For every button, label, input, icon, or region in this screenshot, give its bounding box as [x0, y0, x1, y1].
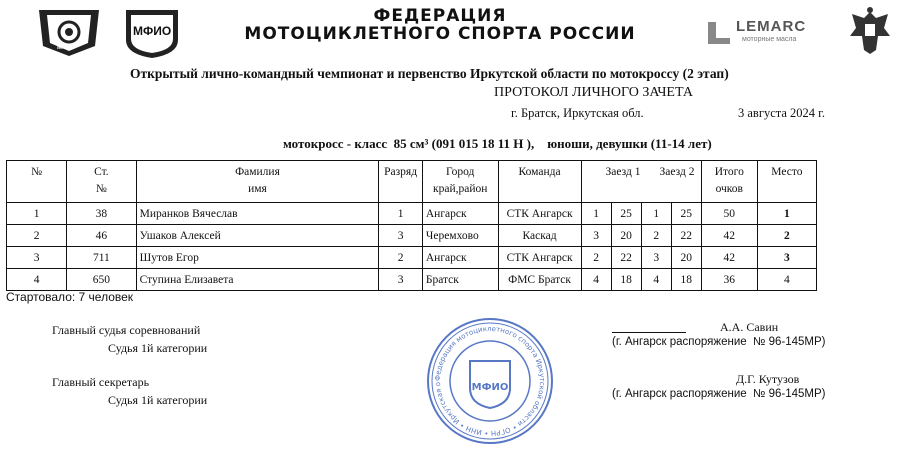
cell-race1-score: 20 [611, 225, 641, 247]
lemarc-logo [706, 18, 826, 48]
cell-total: 50 [701, 203, 757, 225]
cell-team: ФМС Братск [498, 269, 581, 291]
judge-name: А.А. Савин [720, 320, 779, 334]
cell-race2-pos: 4 [641, 269, 671, 291]
cell-num: 4 [7, 269, 67, 291]
header-start-no-line1: Ст. [94, 166, 109, 178]
header-name-line1: Фамилия [235, 166, 280, 178]
cell-rank: 1 [379, 203, 423, 225]
event-location: г. Братск, Иркутская обл. [511, 106, 644, 120]
judge-order: (г. Ангарск распоряжение № 96-145МР) [612, 336, 826, 348]
cell-rank: 2 [379, 247, 423, 269]
cell-race2-score: 18 [671, 269, 701, 291]
cell-num: 3 [7, 247, 67, 269]
header-city [422, 161, 498, 203]
event-date: 3 августа 2024 г. [738, 106, 826, 120]
cell-race2-score: 25 [671, 203, 701, 225]
cell-name: Шутов Егор [136, 247, 379, 269]
cell-total: 36 [701, 269, 757, 291]
secretary-category: Судья 1й категории [108, 393, 208, 407]
cell-city: Ангарск [422, 203, 498, 225]
cell-city: Братск [422, 269, 498, 291]
cell-place: 2 [757, 225, 816, 247]
header-city-line2: край,район [433, 183, 488, 195]
cell-start: 38 [67, 203, 136, 225]
header-num: № [7, 161, 67, 203]
cell-num: 1 [7, 203, 67, 225]
header-start-no [67, 161, 136, 203]
header-total-line2: очков [715, 183, 743, 195]
cell-race1-score: 22 [611, 247, 641, 269]
header-race1: Заезд 1 [605, 166, 641, 178]
cell-rank: 3 [379, 269, 423, 291]
cell-race2-score: 22 [671, 225, 701, 247]
cell-name: Миранков Вячеслав [136, 203, 379, 225]
cell-city: Ангарск [422, 247, 498, 269]
mfio-logo-text: МФИО [133, 24, 172, 38]
cell-total: 42 [701, 247, 757, 269]
mfio-logo [123, 4, 181, 60]
header-start-no-line2: № [95, 183, 107, 195]
cell-place: 1 [757, 203, 816, 225]
header-total-line1: Итого [714, 166, 744, 178]
header-name [136, 161, 379, 203]
event-title: Открытый лично-командный чемпионат и первенство Иркутской области по мотокроссу (2 этап) [130, 66, 729, 81]
table-row [7, 247, 817, 269]
header-place: Место [757, 161, 816, 203]
cell-city: Черемхово [422, 225, 498, 247]
results-table [6, 160, 817, 291]
cell-race2-pos: 3 [641, 247, 671, 269]
cell-race1-score: 25 [611, 203, 641, 225]
header-city-line1: Город [446, 166, 475, 178]
cell-race1-pos: 4 [581, 269, 611, 291]
cell-start: 711 [67, 247, 136, 269]
table-row [7, 269, 817, 291]
secretary-order: (г. Ангарск распоряжение № 96-145МР) [612, 388, 826, 400]
judge-category: Судья 1й категории [108, 341, 208, 355]
secretary-title: Главный секретарь [52, 375, 150, 389]
eagle-emblem-icon [848, 6, 892, 56]
cell-race2-score: 20 [671, 247, 701, 269]
header-race2: Заезд 2 [659, 166, 695, 178]
cell-race1-score: 18 [611, 269, 641, 291]
cell-race1-pos: 1 [581, 203, 611, 225]
judge-title: Главный судья соревнований [52, 323, 201, 337]
mfr-logo-text: МФР [57, 44, 74, 51]
cell-start: 46 [67, 225, 136, 247]
lemarc-logo-text: LEMARC [736, 18, 807, 35]
cell-race2-pos: 2 [641, 225, 671, 247]
federation-title-line1: ФЕДЕРАЦИЯ [373, 6, 507, 26]
header-races [581, 161, 701, 203]
cell-total: 42 [701, 225, 757, 247]
cell-place: 4 [757, 269, 816, 291]
cell-name: Ушаков Алексей [136, 225, 379, 247]
cell-place: 3 [757, 247, 816, 269]
cell-start: 650 [67, 269, 136, 291]
federation-stamp [425, 316, 555, 446]
mfr-logo [35, 6, 103, 58]
cell-team: СТК Ангарск [498, 247, 581, 269]
cell-race1-pos: 3 [581, 225, 611, 247]
cell-race2-pos: 1 [641, 203, 671, 225]
class-line: мотокросс - класс 85 см³ (091 015 18 11 Н ), юноши, девушки (11-14 лет) [283, 136, 712, 151]
cell-team: СТК Ангарск [498, 203, 581, 225]
header-team: Команда [498, 161, 581, 203]
header-total [701, 161, 757, 203]
cell-team: Каскад [498, 225, 581, 247]
judge-signature-line [612, 332, 686, 333]
table-header-row [7, 161, 817, 203]
cell-race1-pos: 2 [581, 247, 611, 269]
lemarc-logo-subtext: моторные масла [742, 36, 797, 43]
protocol-title: ПРОТОКОЛ ЛИЧНОГО ЗАЧЕТА [494, 85, 693, 100]
cell-name: Ступина Елизавета [136, 269, 379, 291]
secretary-name: Д.Г. Кутузов [736, 372, 800, 386]
cell-rank: 3 [379, 225, 423, 247]
cell-num: 2 [7, 225, 67, 247]
header-rank: Разряд [379, 161, 423, 203]
header-name-line2: имя [248, 183, 267, 195]
started-count: Стартовало: 7 человек [6, 290, 134, 304]
table-row [7, 203, 817, 225]
table-row [7, 225, 817, 247]
svg-text:МФИО: МФИО [471, 382, 509, 393]
federation-title-line2: МОТОЦИКЛЕТНОГО СПОРТА РОССИИ [244, 24, 636, 44]
svg-text:Федерация мотоциклетного спорт: Федерация мотоциклетного спорта Иркутской области • ОГРН • ИНН • Иркутская о [433, 324, 547, 438]
